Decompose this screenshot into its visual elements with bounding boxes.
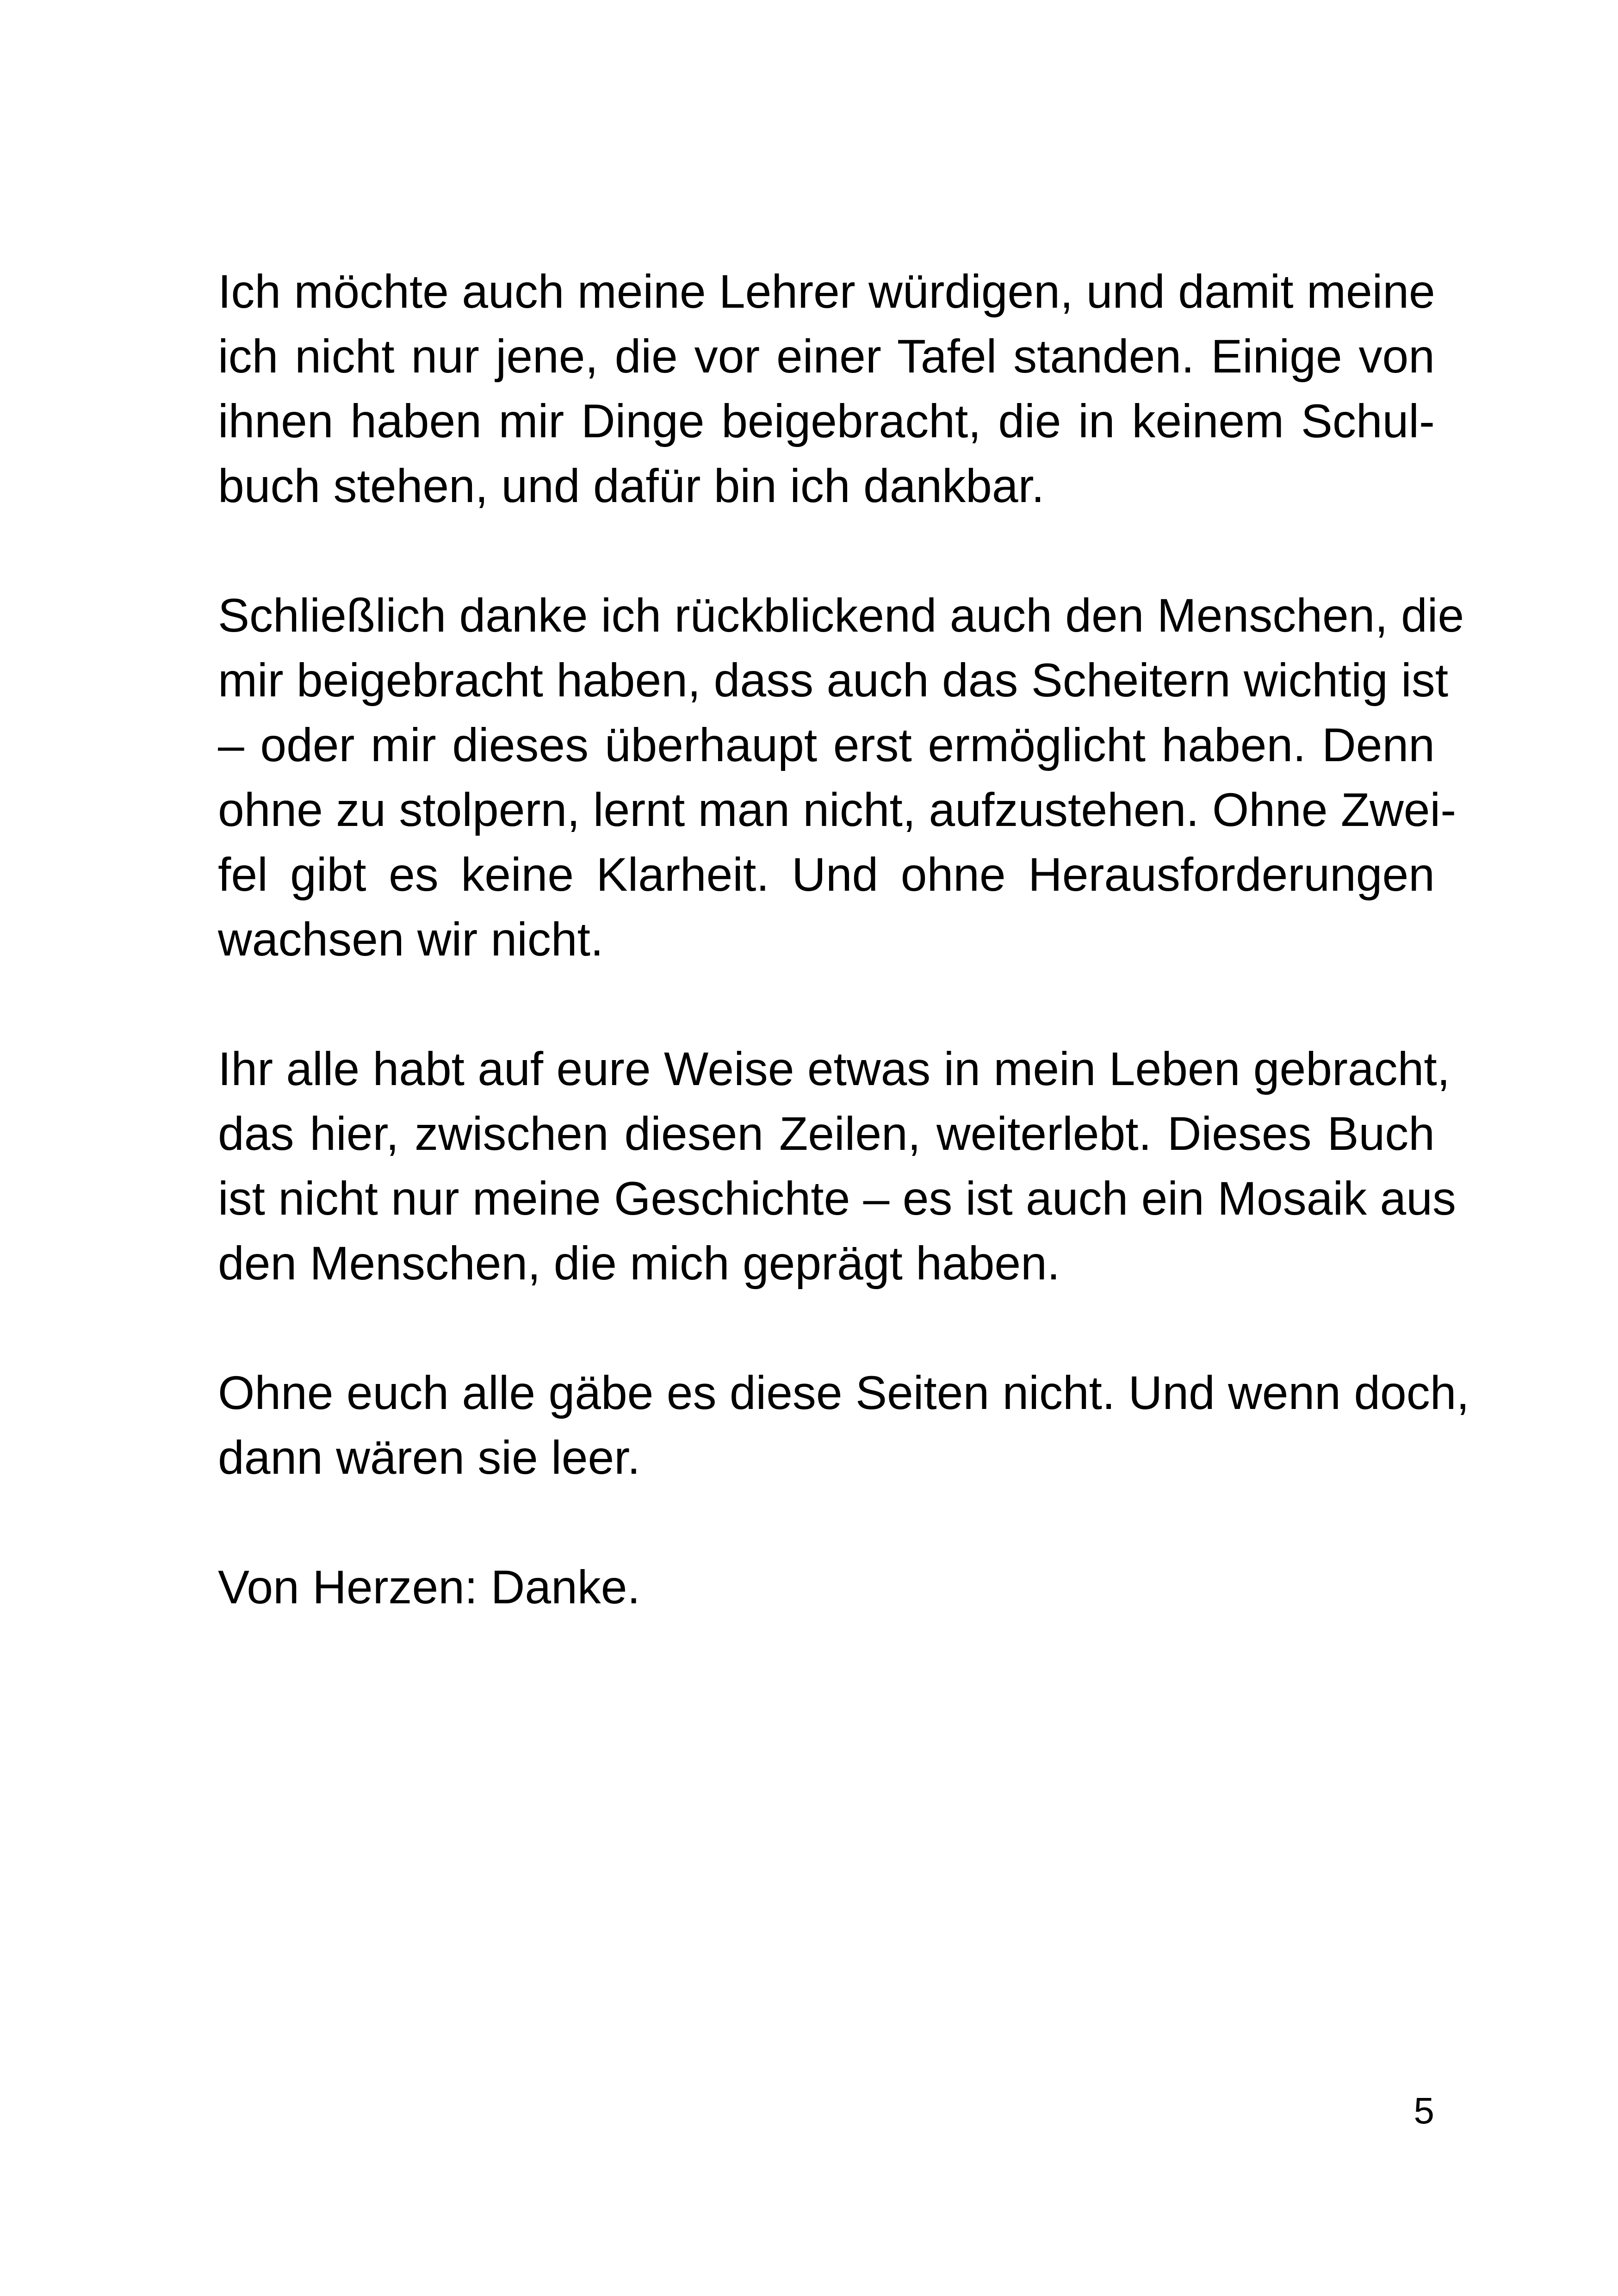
text-line: – oder mir dieses überhaupt erst ermöglicht haben. Denn xyxy=(218,719,1435,771)
text-line: das hier, zwischen diesen Zeilen, weiterlebt. Dieses Buch xyxy=(218,1107,1435,1160)
page-number: 5 xyxy=(1413,2090,1434,2131)
paragraph-closing xyxy=(218,1555,1435,1620)
text-line: Von Herzen: Danke. xyxy=(218,1561,640,1613)
text-line: mir beigebracht haben, dass auch das Scheitern wichtig ist xyxy=(218,654,1449,707)
body-text xyxy=(218,259,1469,1684)
text-line: Schließlich danke ich rückblickend auch den Menschen, die xyxy=(218,589,1464,642)
paragraph-teachers xyxy=(218,259,1435,518)
text-line: Ohne euch alle gäbe es diese Seiten nicht. Und wenn doch, xyxy=(218,1366,1469,1419)
text-line: ich nicht nur jene, die vor einer Tafel standen. Einige von xyxy=(218,330,1435,383)
paragraph-pages xyxy=(218,1360,1469,1490)
text-line: Ich möchte auch meine Lehrer würdigen, und damit meine xyxy=(218,265,1435,318)
text-line: wachsen wir nicht. xyxy=(218,913,604,966)
paragraph-failure xyxy=(218,583,1464,972)
text-line: ihnen haben mir Dinge beigebracht, die in keinem Schul- xyxy=(218,395,1435,447)
text-line: dann wären sie leer. xyxy=(218,1431,640,1484)
text-line: Ihr alle habt auf eure Weise etwas in mein Leben gebracht, xyxy=(218,1043,1451,1095)
text-line: buch stehen, und dafür bin ich dankbar. xyxy=(218,459,1045,512)
text-line: den Menschen, die mich geprägt haben. xyxy=(218,1237,1060,1290)
text-line: ist nicht nur meine Geschichte – es ist auch ein Mosaik aus xyxy=(218,1172,1456,1225)
paragraph-mosaic xyxy=(218,1036,1456,1296)
text-line: fel gibt es keine Klarheit. Und ohne Herausforderungen xyxy=(218,848,1435,901)
text-line: ohne zu stolpern, lernt man nicht, aufzustehen. Ohne Zwei- xyxy=(218,783,1457,836)
